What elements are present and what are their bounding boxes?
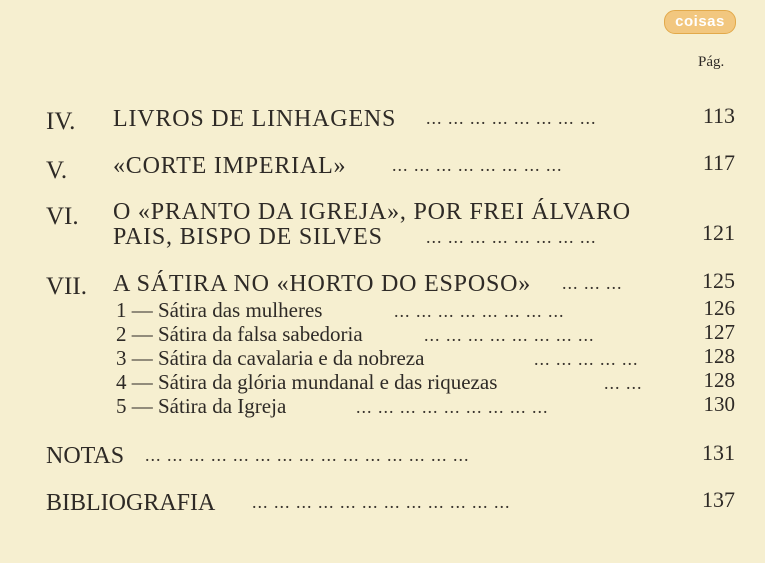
entry-page: 117: [702, 150, 735, 175]
leader-dots: ... ... ... ... ... ... ... ...: [426, 228, 597, 246]
leader-dots: ... ... ... ... ... ... ... ...: [394, 302, 565, 320]
entry-page: 125: [702, 268, 735, 293]
entry-page: 137: [702, 487, 735, 512]
subentry-page: 127: [703, 320, 735, 344]
subentry-label: 3 — Sátira da cavalaria e da nobreza: [116, 346, 425, 370]
entry-title-line-1: O «PRANTO DA IGREJA», POR FREI ÁLVARO: [113, 199, 631, 225]
entry-number: IV.: [46, 108, 76, 135]
entry-title: BIBLIOGRAFIA: [46, 490, 216, 516]
entry-number: VII.: [46, 273, 87, 300]
leader-dots: ... ... ...: [562, 274, 623, 292]
entry-title: LIVROS DE LINHAGENS: [113, 106, 397, 132]
leader-dots: ... ... ... ... ... ... ... ...: [392, 156, 563, 174]
entry-page: 121: [702, 220, 735, 245]
entry-page: 113: [702, 103, 735, 128]
leader-dots: ... ... ... ... ... ... ... ...: [426, 109, 597, 127]
leader-dots: ... ... ... ... ... ... ... ... ... ... ... ... ... ... ...: [145, 446, 470, 464]
entry-title-line-2: PAIS, BISPO DE SILVES: [113, 224, 383, 250]
leader-dots: ... ...: [604, 374, 643, 392]
subentry-label: 5 — Sátira da Igreja: [116, 394, 287, 418]
subentry-page: 130: [703, 392, 735, 416]
leader-dots: ... ... ... ... ... ... ... ... ... ... ... ...: [252, 493, 511, 511]
entry-title: A SÁTIRA NO «HORTO DO ESPOSO»: [113, 271, 532, 297]
subentry-page: 126: [703, 296, 735, 320]
coisas-watermark-logo: coisas: [664, 10, 736, 34]
subentry-page: 128: [703, 368, 735, 392]
page-column-header: Pág.: [698, 54, 725, 70]
entry-title: «CORTE IMPERIAL»: [113, 153, 347, 179]
subentry-label: 1 — Sátira das mulheres: [116, 298, 323, 322]
entry-page: 131: [702, 440, 735, 465]
leader-dots: ... ... ... ... ... ... ... ...: [424, 326, 595, 344]
leader-dots: ... ... ... ... ...: [534, 350, 639, 368]
subentry-label: 4 — Sátira da glória mundanal e das riquezas: [116, 370, 498, 394]
entry-number: V.: [46, 157, 68, 184]
entry-number: VI.: [46, 203, 79, 230]
subentry-page: 128: [703, 344, 735, 368]
leader-dots: ... ... ... ... ... ... ... ... ...: [356, 398, 549, 416]
entry-title: NOTAS: [46, 443, 125, 469]
subentry-label: 2 — Sátira da falsa sabedoria: [116, 322, 363, 346]
